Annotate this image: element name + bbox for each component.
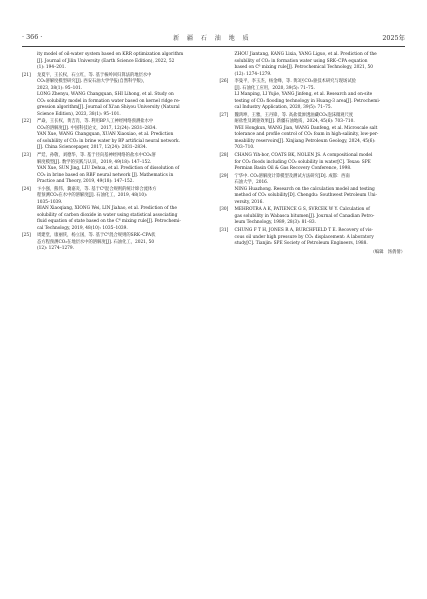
reference-line: YAN Xue, WANG Changquan, XUAN Xiaoxiao, et al. Prediction: [37, 132, 174, 138]
reference-number: [25]: [22, 233, 31, 239]
reference-entry: [220, 153, 406, 173]
reference-line: CHUNG F T H, JONES R A, BURCHFIELD T E. Recovery of vis-: [234, 228, 373, 234]
reference-line: CO₂的溶解度[J]. 中国科技论文，2017, 12(24): 2831–2834.: [37, 125, 157, 131]
reference-line: NING Huazhong. Research on the calculation model and testing: [234, 186, 375, 192]
header-rule: [22, 46, 405, 47]
reference-number: [30]: [219, 207, 229, 213]
reference-line: [J]. 石油化工应用，2020, 39(5): 71–75.: [234, 85, 315, 91]
reference-line: versity, 2016.: [234, 199, 264, 205]
right-column: [220, 52, 406, 569]
journal-title: 新 疆 石 油 地 质: [173, 34, 252, 42]
reference-entry: [220, 174, 406, 207]
reference-line: for CO₂ floods including CO₂ solubility in water[C]. Texas: SPE: [234, 159, 371, 165]
reference-line: CO₂ solubility model in formation water based on kernel ridge re-: [37, 98, 181, 104]
reference-number: [22]: [22, 119, 31, 125]
reference-line: Practice and Theory, 2019, 49(18): 147–152.: [37, 179, 134, 185]
reference-text: [37, 233, 208, 253]
reference-line: Permian Basin Oil & Gas Recovery Conference, 1998.: [234, 166, 352, 172]
reference-line: cous oil under high pressure by CO₂ displacement: A laboratory: [234, 234, 374, 240]
reference-line: 卞小强，熊伟，冀嘉炎，等. 基于C⁶混合规则的统计缔合流体方: [37, 186, 157, 192]
reference-line: 严焱，王长权，黄吉肖，等. 利用BP人工神经网络预测盐水中: [37, 119, 154, 125]
reference-text: [235, 228, 406, 248]
reference-text: [37, 119, 208, 152]
reference-text: [235, 174, 406, 207]
reference-number: [21]: [22, 72, 31, 78]
reference-line: 态方程预测CO₂在地层水中的溶解度[J]. 石油化工，2021, 50: [37, 239, 155, 245]
reference-line: 1035–1039.: [37, 199, 63, 205]
reference-number: [22, 52, 37, 72]
reference-line: WEI Hongkun, WANG Jian, WANG Danfeng, et al. Microscale salt: [234, 125, 378, 131]
page-number: · 366 ·: [22, 33, 43, 41]
reference-line: 2023, 38(1): 95–101.: [37, 85, 83, 91]
reference-line: based on C⁶ mixing rule[J]. Petrochemical Technology, 2021, 50: [234, 65, 373, 70]
reference-entry: [22, 52, 208, 72]
reference-number: [31]: [219, 228, 229, 234]
reference-line: solubility of CO₂ in formation water using SRK–CPA equation: [234, 58, 368, 64]
reference-text: [37, 52, 208, 72]
reference-text: [235, 113, 406, 152]
reference-text: [37, 187, 208, 233]
reference-entry: [22, 187, 208, 233]
reference-text: [235, 52, 406, 78]
reference-number: [27]: [219, 112, 229, 118]
reference-line: 耐盐性及调驱效果[J]. 新疆石油地质，2024, 45(6): 703–710.: [234, 119, 355, 125]
reference-number: [23]: [22, 153, 31, 159]
reference-line: (12): 1274–1279.: [234, 71, 272, 77]
reference-line: 李曼平，李玉杰，杨金峰，等. 黄3区CO₂驱技术研究与现场试验: [234, 79, 356, 85]
running-header: [22, 30, 405, 44]
reference-entry: [220, 228, 406, 248]
left-column: [22, 52, 208, 569]
reference-entry: [220, 79, 406, 112]
reference-text: [235, 207, 406, 227]
reference-line: LONG Zhenyu, WANG Changquan, SHI Lihong, et al. Study on: [37, 92, 174, 98]
reference-line: (1): 194–201.: [37, 65, 66, 70]
reference-line: leum Technology, 1989, 28(3): 81–83.: [234, 220, 317, 226]
reference-line: LI Manping, LI Yujie, YANG Jinfeng, et al. Research and on-site: [234, 92, 373, 98]
reference-line: testing of CO₂ flooding technology in Huang-3 area[J]. Petrochemi-: [234, 98, 381, 104]
reference-number: [220, 52, 235, 78]
reference-line: YAN Xue, SUN Jing, LIU Dehua, et al. Prediction of dissolution of: [37, 166, 180, 172]
reference-number: [24]: [22, 186, 31, 192]
reference-line: Science Edition), 2023, 38(1): 95–101.: [37, 111, 121, 117]
reference-line: ZHOU Jiantang, KANG Lixia, YANG Liguo, et al. Prediction of the: [234, 52, 377, 57]
reference-line: [J]. China Sciencepaper, 2017, 12(24): 2831–2834.: [37, 145, 147, 151]
reference-text: [235, 79, 406, 112]
reference-line: method of CO₂ solubility[D]. Chengdu: Southwest Petroleum Uni-: [234, 193, 377, 199]
reference-line: of solubility of CO₂ in brine water by BP artificial neural network.: [37, 138, 180, 144]
reference-line: 程预测CO₂在水中的溶解度[J]. 石油化工，2019, 48(10):: [37, 193, 148, 199]
reference-line: gas solubility in Wabasca bitumen[J]. Journal of Canadian Petro-: [234, 213, 375, 219]
reference-line: MEHROTRA A K, PATIENCE G S, SVRCEK W Y. Calculation of: [234, 207, 370, 213]
reference-line: fluid equation of state based on the C⁶ mixing rule[J]. Petrochemi-: [37, 219, 181, 225]
reference-number: [29]: [219, 173, 229, 179]
reference-entry: [22, 119, 208, 152]
reference-line: cal Industry Application, 2020, 39(5): 71–75.: [234, 105, 332, 111]
reference-line: 宁华中. CO₂溶解度计算模型及测试方法研究[D]. 成都：西南: [234, 173, 350, 179]
reference-entry: [220, 207, 406, 227]
reference-line: ity model of oil-water system based on KRR optimization algorithm: [37, 52, 184, 57]
reference-number: [26]: [219, 79, 229, 85]
reference-entry: [22, 73, 208, 119]
reference-line: 龙夏宇，王长权，石立红，等. 基于核岭回归算法的地层水中: [37, 72, 152, 78]
reference-line: CO₂溶解度模型研究[J]. 西安石油大学学报(自然科学版)，: [37, 79, 147, 85]
reference-line: cal Technology, 2019, 48(10): 1035–1039.: [37, 225, 128, 231]
reference-line: 周建堂，康丽侠，杨立国，等. 基于C⁶混合规则的SRK–CPA状: [37, 233, 156, 239]
reference-line: tolerance and profile control of CO₂ foam in high-salinity, low-per-: [234, 132, 379, 138]
reference-text: [235, 153, 406, 173]
reference-line: 石油大学，2016.: [234, 180, 269, 186]
editor-signature: （编辑 汤倩倩）: [370, 249, 405, 255]
references-body: [22, 52, 405, 569]
reference-line: 魏鸿坤，王雅，王丹锋，等. 高盐低渗透油藏CO₂泡沫微观尺度: [234, 112, 354, 118]
reference-line: 703–710.: [234, 145, 255, 151]
reference-text: [37, 153, 208, 186]
reference-line: 严廷，孙敬，刘德华，等. 基于径向基神经网络的盐水中CO₂溶: [37, 153, 156, 159]
publication-year: 2025年: [382, 33, 405, 42]
reference-number: [28]: [219, 153, 229, 159]
reference-line: meability reservoirs[J]. Xinjiang Petroleum Geology, 2024, 45(6):: [234, 138, 376, 144]
reference-entry: [220, 113, 406, 152]
reference-line: gression algorithm[J]. Journal of Xi'an Shiyou University (Natural: [37, 105, 180, 111]
reference-line: [J]. Journal of Jilin University (Earth Science Edition), 2022, 52: [37, 58, 175, 64]
reference-line: study[C]. Tianjin: SPE Society of Petroleum Engineers, 1988.: [234, 241, 368, 247]
reference-line: solubility of carbon dioxide in water using statistical associating: [37, 212, 178, 218]
reference-entry: [22, 233, 208, 253]
reference-line: BIAN Xiaoqiang, XIONG Wei, LIN Jiahao, et al. Prediction of the: [37, 206, 177, 212]
reference-text: [37, 73, 208, 119]
reference-entry: [22, 153, 208, 186]
reference-line: (12): 1274–1279.: [37, 246, 75, 252]
reference-line: CHANG Yih-bor, COATS BK, NOLEN JS. A compositional model: [234, 153, 373, 159]
reference-entry: [220, 52, 406, 78]
reference-line: CO₂ in brine based on RBF neural network [J]. Mathematics in: [37, 172, 174, 178]
reference-line: 解度模型[J]. 数学的实践与认识，2019, 49(18): 147–152.: [37, 159, 152, 165]
